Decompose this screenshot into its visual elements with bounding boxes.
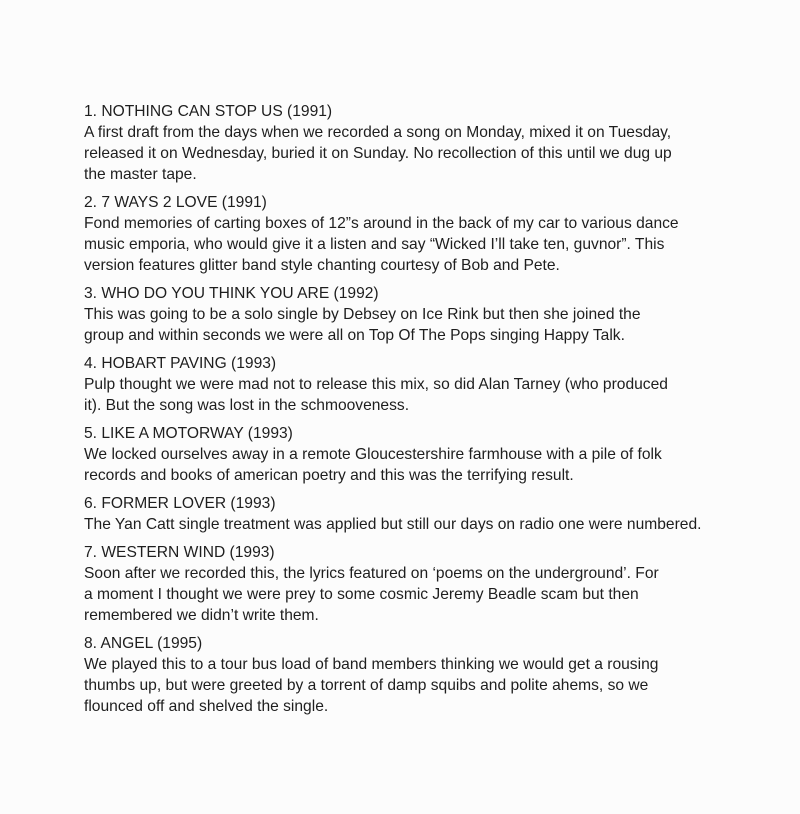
description-line: group and within seconds we were all on Top Of The Pops singing Happy Talk. <box>84 327 625 344</box>
track-title: 8. ANGEL (1995) <box>84 635 203 652</box>
description-line: records and books of american poetry and this was the terrifying result. <box>84 467 574 484</box>
track-title: 6. FORMER LOVER (1993) <box>84 495 276 512</box>
track-description <box>84 514 784 535</box>
description-line: A first draft from the days when we recorded a song on Monday, mixed it on Tuesday, <box>84 124 672 141</box>
track-note-7 <box>84 542 784 626</box>
description-line: This was going to be a solo single by Debsey on Ice Rink but then she joined the <box>84 306 641 323</box>
description-line: Soon after we recorded this, the lyrics featured on ‘poems on the underground’. For <box>84 565 659 582</box>
track-note-6 <box>84 493 784 535</box>
description-line: it). But the song was lost in the schmooveness. <box>84 397 410 414</box>
track-description <box>84 374 784 416</box>
track-description <box>84 563 784 626</box>
description-line: We locked ourselves away in a remote Gloucestershire farmhouse with a pile of folk <box>84 446 662 463</box>
description-line: flounced off and shelved the single. <box>84 698 329 715</box>
track-note-4 <box>84 353 784 416</box>
track-note-2 <box>84 192 784 276</box>
description-line: music emporia, who would give it a listen and say “Wicked I’ll take ten, guvnor”. This <box>84 236 665 253</box>
track-title: 1. NOTHING CAN STOP US (1991) <box>84 103 333 120</box>
track-description <box>84 213 784 276</box>
track-title: 2. 7 WAYS 2 LOVE (1991) <box>84 194 267 211</box>
description-line: We played this to a tour bus load of band members thinking we would get a rousing <box>84 656 659 673</box>
description-line: released it on Wednesday, buried it on Sunday. No recollection of this until we dug up <box>84 145 672 162</box>
description-line: version features glitter band style chanting courtesy of Bob and Pete. <box>84 257 560 274</box>
track-description <box>84 122 784 185</box>
description-line: Fond memories of carting boxes of 12”s around in the back of my car to various dance <box>84 215 679 232</box>
track-description <box>84 654 784 717</box>
track-note-8 <box>84 633 784 717</box>
track-note-5 <box>84 423 784 486</box>
track-note-1 <box>84 101 784 185</box>
track-note-3 <box>84 283 784 346</box>
description-line: a moment I thought we were prey to some cosmic Jeremy Beadle scam but then <box>84 586 639 603</box>
track-title: 4. HOBART PAVING (1993) <box>84 355 277 372</box>
track-title: 5. LIKE A MOTORWAY (1993) <box>84 425 293 442</box>
track-description <box>84 304 784 346</box>
track-title: 7. WESTERN WIND (1993) <box>84 544 275 561</box>
description-line: the master tape. <box>84 166 197 183</box>
description-line: The Yan Catt single treatment was applied but still our days on radio one were numbered. <box>84 516 702 533</box>
track-title: 3. WHO DO YOU THINK YOU ARE (1992) <box>84 285 379 302</box>
description-line: thumbs up, but were greeted by a torrent of damp squibs and polite ahems, so we <box>84 677 649 694</box>
track-notes <box>84 101 784 717</box>
track-description <box>84 444 784 486</box>
description-line: Pulp thought we were mad not to release this mix, so did Alan Tarney (who produced <box>84 376 668 393</box>
description-line: remembered we didn’t write them. <box>84 607 319 624</box>
